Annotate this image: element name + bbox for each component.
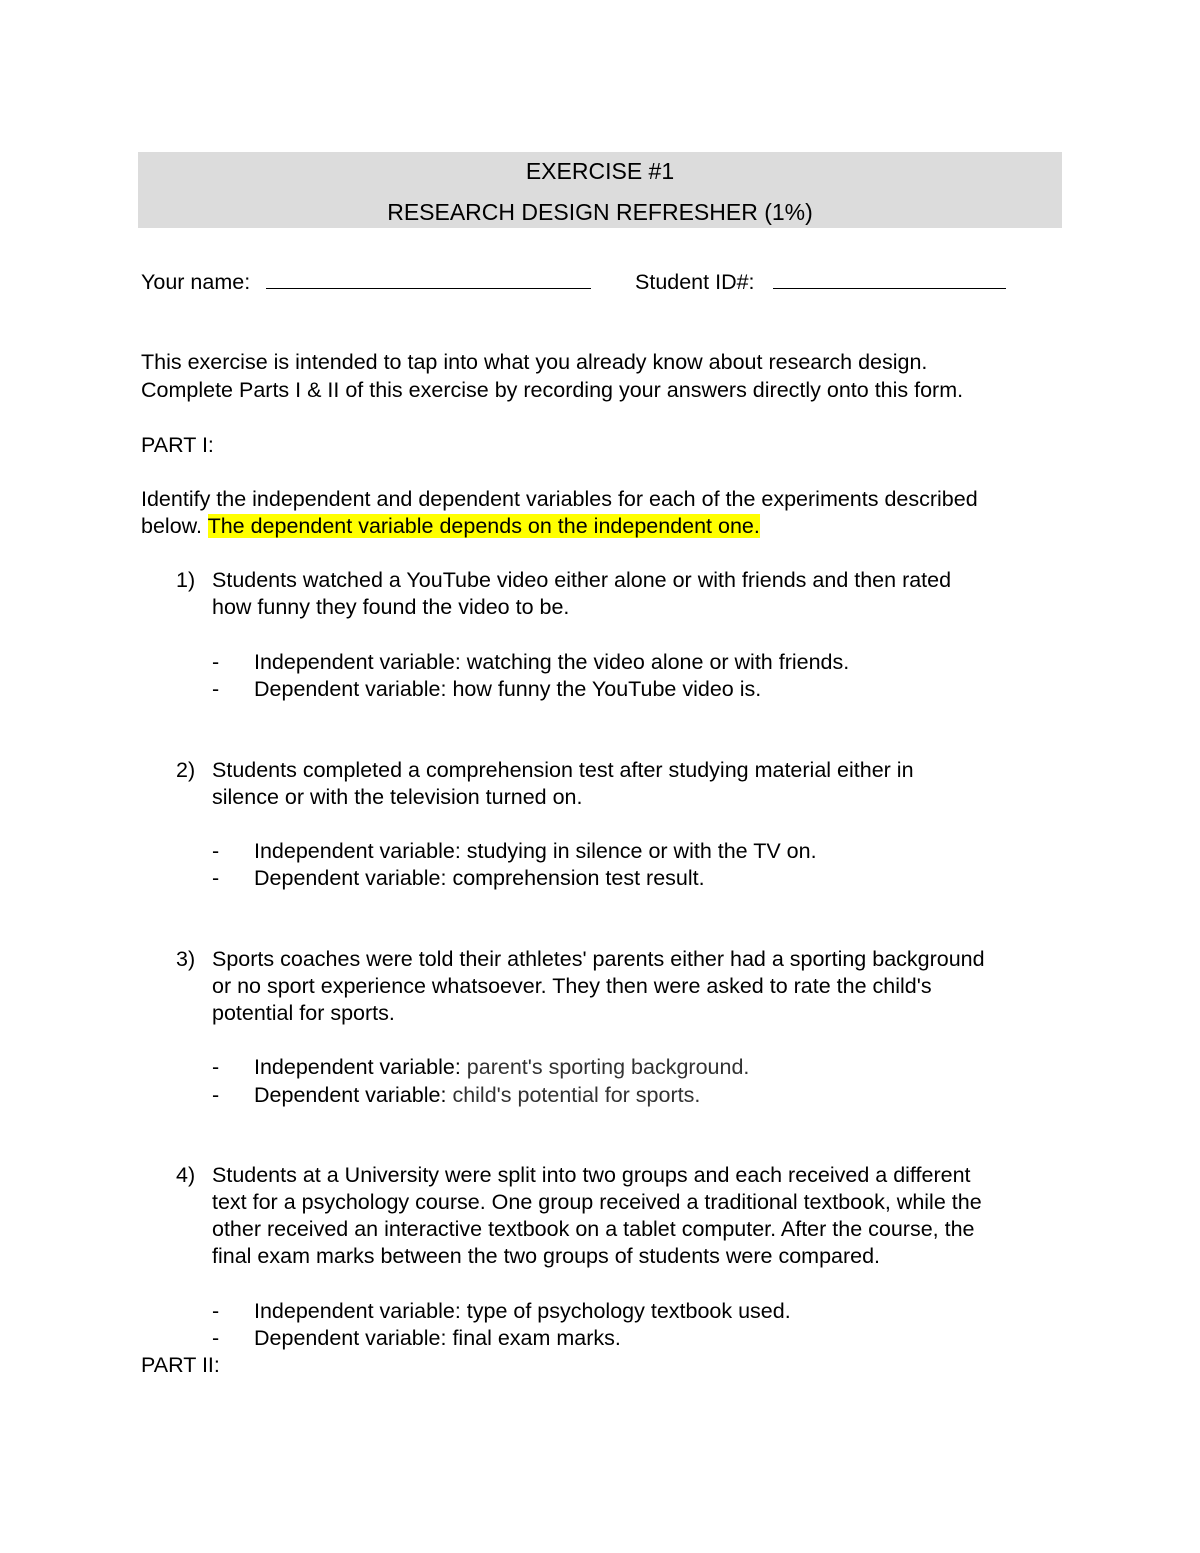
part-2-heading: PART II: xyxy=(141,1353,220,1377)
title-box xyxy=(138,152,1062,228)
bullet-dash: - xyxy=(212,1299,220,1323)
bullet-dash: - xyxy=(212,677,220,701)
question-4-independent-variable xyxy=(254,1297,791,1325)
question-1-independent-variable xyxy=(254,648,849,676)
question-3-line-2: or no sport experience whatsoever. They then were asked to rate the child's xyxy=(212,974,932,998)
bullet-dash: - xyxy=(212,650,220,674)
question-3-number: 3) xyxy=(176,947,196,971)
question-4-line-3: other received an interactive textbook on a tablet computer. After the course, the xyxy=(212,1217,975,1241)
dv-label: Dependent variable: xyxy=(254,677,447,701)
dv-answer: final exam marks. xyxy=(452,1326,621,1350)
dv-answer: comprehension test result. xyxy=(452,866,705,890)
student-id-label: Student ID#: xyxy=(635,270,755,294)
question-4-number: 4) xyxy=(176,1163,196,1187)
intro-line-1: This exercise is intended to tap into what you already know about research design. xyxy=(141,350,928,374)
iv-label: Independent variable: xyxy=(254,839,461,863)
question-2-independent-variable xyxy=(254,837,817,865)
dv-label: Dependent variable: xyxy=(254,1083,447,1107)
intro-line-2: Complete Parts I & II of this exercise by recording your answers directly onto this form. xyxy=(141,378,964,402)
question-4-dependent-variable xyxy=(254,1324,621,1352)
bullet-dash: - xyxy=(212,1326,220,1350)
question-1-number: 1) xyxy=(176,568,196,592)
question-4-line-1: Students at a University were split into two groups and each received a different xyxy=(212,1163,971,1187)
highlighted-note: The dependent variable depends on the independent one. xyxy=(207,514,760,538)
question-3-line-1: Sports coaches were told their athletes' parents either had a sporting background xyxy=(212,947,985,971)
id-field-row xyxy=(635,268,1006,296)
question-4-line-2: text for a psychology course. One group received a traditional textbook, while the xyxy=(212,1190,982,1214)
dv-label: Dependent variable: xyxy=(254,866,447,890)
dv-label: Dependent variable: xyxy=(254,1326,447,1350)
iv-answer: studying in silence or with the TV on. xyxy=(466,839,817,863)
question-2-line-1: Students completed a comprehension test after studying material either in xyxy=(212,758,914,782)
question-3-independent-variable xyxy=(254,1053,749,1081)
dv-answer: child's potential for sports. xyxy=(452,1083,701,1107)
iv-answer: parent's sporting background. xyxy=(466,1055,750,1079)
question-1-line-2: how funny they found the video to be. xyxy=(212,595,570,619)
name-label: Your name: xyxy=(141,270,251,294)
dv-answer: how funny the YouTube video is. xyxy=(452,677,762,701)
part-1-instructions-line-2 xyxy=(141,512,760,540)
iv-label: Independent variable: xyxy=(254,1299,461,1323)
iv-answer: watching the video alone or with friends. xyxy=(466,650,850,674)
iv-label: Independent variable: xyxy=(254,650,461,674)
question-2-number: 2) xyxy=(176,758,196,782)
question-3-dependent-variable xyxy=(254,1081,700,1109)
iv-label: Independent variable: xyxy=(254,1055,461,1079)
question-2-line-2: silence or with the television turned on. xyxy=(212,785,583,809)
name-field-row xyxy=(141,268,591,296)
bullet-dash: - xyxy=(212,839,220,863)
question-2-dependent-variable xyxy=(254,864,705,892)
iv-answer: type of psychology textbook used. xyxy=(466,1299,791,1323)
bullet-dash: - xyxy=(212,1055,220,1079)
question-3-line-3: potential for sports. xyxy=(212,1001,395,1025)
instructions-plain-text: below. xyxy=(141,514,202,538)
part-1-instructions-line-1: Identify the independent and dependent variables for each of the experiments described xyxy=(141,487,978,511)
question-1-dependent-variable xyxy=(254,675,761,703)
bullet-dash: - xyxy=(212,1083,220,1107)
bullet-dash: - xyxy=(212,866,220,890)
name-blank[interactable] xyxy=(266,268,591,289)
student-id-blank[interactable] xyxy=(773,268,1006,289)
question-4-line-4: final exam marks between the two groups of students were compared. xyxy=(212,1244,881,1268)
part-1-heading: PART I: xyxy=(141,433,214,457)
exercise-title: EXERCISE #1 xyxy=(525,158,675,184)
exercise-subtitle: RESEARCH DESIGN REFRESHER (1%) xyxy=(387,199,813,225)
question-1-line-1: Students watched a YouTube video either alone or with friends and then rated xyxy=(212,568,952,592)
